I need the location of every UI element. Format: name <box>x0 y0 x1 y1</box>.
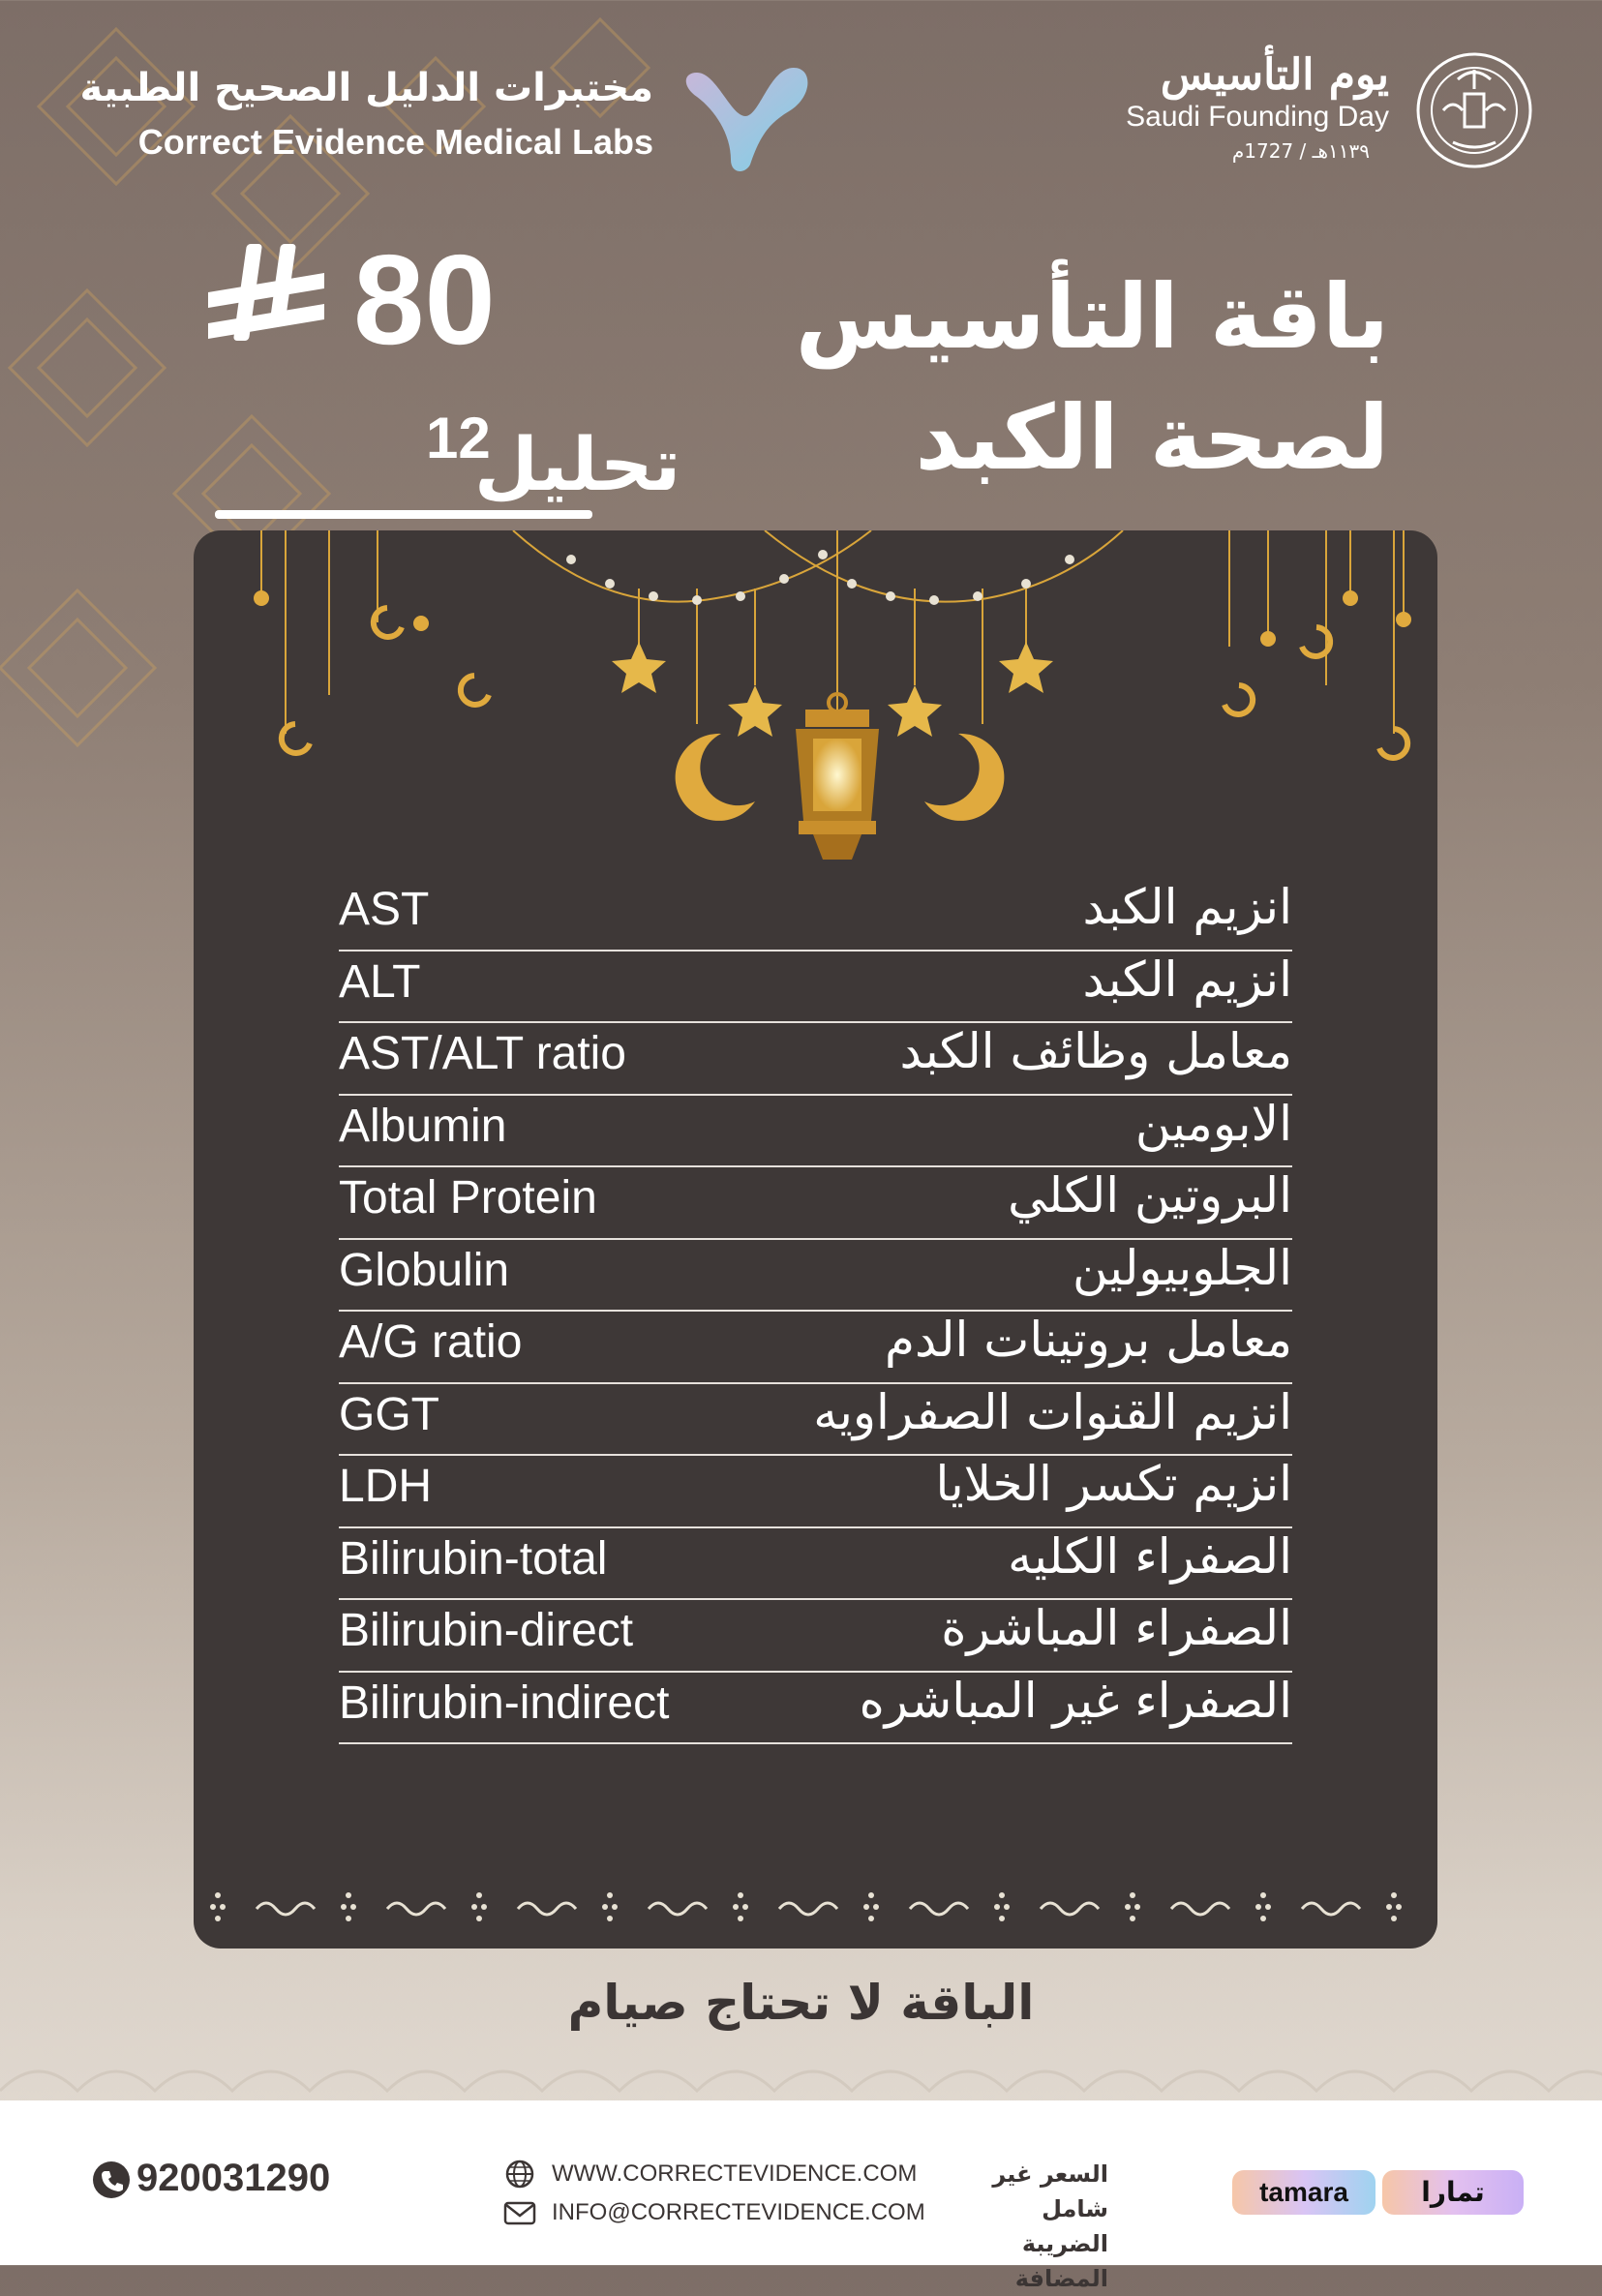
footer <box>0 2100 1602 2292</box>
globe-icon <box>503 2160 536 2189</box>
test-name-ar: انزيم تكسر الخلايا <box>935 1456 1292 1512</box>
ramadan-decoration <box>194 530 1437 898</box>
test-name-ar: البروتين الكلي <box>1008 1167 1292 1224</box>
test-name-en: Bilirubin-indirect <box>339 1677 670 1729</box>
test-name-ar: الصفراء غير المباشره <box>859 1672 1292 1729</box>
test-name-en: ALT <box>339 955 421 1008</box>
founding-emblem-icon <box>1414 50 1534 170</box>
test-row <box>339 1096 1292 1168</box>
test-name-en: Bilirubin-total <box>339 1532 608 1585</box>
ornament-border <box>194 1876 1437 1934</box>
test-row <box>339 952 1292 1024</box>
vat-line-1: السعر غير شامل <box>992 2160 1108 2222</box>
no-fasting-note: الباقة لا تحتاج صيام <box>567 1975 1035 2031</box>
tests-panel <box>194 530 1437 1949</box>
test-name-ar: معامل وظائف الكبد <box>899 1023 1292 1079</box>
test-name-ar: الصفراء المباشرة <box>941 1600 1292 1656</box>
tests-count: 12 <box>426 406 491 470</box>
tests-word: تحليل <box>474 421 681 507</box>
website-text: WWW.CORRECTEVIDENCE.COM <box>552 2160 918 2187</box>
test-row <box>339 1240 1292 1313</box>
tests-list <box>339 879 1292 1744</box>
test-name-ar: انزيم القنوات الصفراويه <box>813 1383 1292 1440</box>
founding-day-ar: يوم التأسيس <box>1160 50 1389 100</box>
test-name-ar: معامل بروتينات الدم <box>885 1312 1292 1368</box>
vat-note <box>924 2157 1108 2296</box>
test-name-en: LDH <box>339 1461 433 1512</box>
test-row <box>339 1312 1292 1384</box>
riyal-symbol-icon <box>203 244 334 355</box>
offer-title <box>796 257 1389 498</box>
tamara-badge-en: tamara <box>1232 2170 1375 2215</box>
founding-day-logo <box>1108 50 1534 176</box>
test-name-en: A/G ratio <box>339 1316 523 1368</box>
mail-icon <box>503 2198 536 2227</box>
test-name-en: GGT <box>339 1388 439 1440</box>
title-line-2: لصحة الكبد <box>915 386 1389 490</box>
test-row <box>339 879 1292 952</box>
lab-logo <box>58 58 813 184</box>
lab-mark-icon <box>678 58 813 174</box>
test-name-ar: الابومين <box>1134 1095 1292 1152</box>
test-row <box>339 1167 1292 1240</box>
test-name-en: Albumin <box>339 1100 507 1152</box>
lab-name-en: Correct Evidence Medical Labs <box>137 122 653 162</box>
test-name-en: AST <box>339 884 430 935</box>
test-name-ar: انزيم الكبد <box>1082 879 1292 935</box>
test-row <box>339 1023 1292 1096</box>
bottom-pattern <box>0 2052 1602 2100</box>
price-value: 80 <box>353 228 496 371</box>
lab-name-ar: مختبرات الدليل الصحيح الطبية <box>79 66 653 110</box>
test-name-en: Bilirubin-direct <box>339 1605 634 1656</box>
founding-years: ١١٣٩هـ / 1727م <box>1231 139 1370 163</box>
phone-number: 920031290 <box>136 2157 331 2199</box>
founding-day-en: Saudi Founding Day <box>1126 101 1389 133</box>
test-row <box>339 1600 1292 1673</box>
test-name-en: Total Protein <box>339 1172 597 1224</box>
email-text: INFO@CORRECTEVIDENCE.COM <box>552 2199 925 2225</box>
test-row <box>339 1528 1292 1601</box>
test-name-en: AST/ALT ratio <box>339 1028 626 1079</box>
test-name-ar: انزيم الكبد <box>1082 951 1292 1008</box>
test-name-ar: الصفراء الكليه <box>1008 1527 1292 1585</box>
test-name-en: Globulin <box>339 1244 510 1296</box>
test-row <box>339 1673 1292 1745</box>
title-line-1: باقة التأسيس <box>795 265 1389 369</box>
test-name-ar: الجلوبيولين <box>1072 1239 1292 1296</box>
phone-icon <box>92 2160 131 2199</box>
tests-underline <box>215 510 592 519</box>
tamara-badge-ar: تمارا <box>1382 2170 1524 2215</box>
test-row <box>339 1456 1292 1528</box>
price-block <box>194 228 681 507</box>
test-row <box>339 1384 1292 1457</box>
vat-line-2: الضريبة المضافة <box>1014 2230 1108 2292</box>
